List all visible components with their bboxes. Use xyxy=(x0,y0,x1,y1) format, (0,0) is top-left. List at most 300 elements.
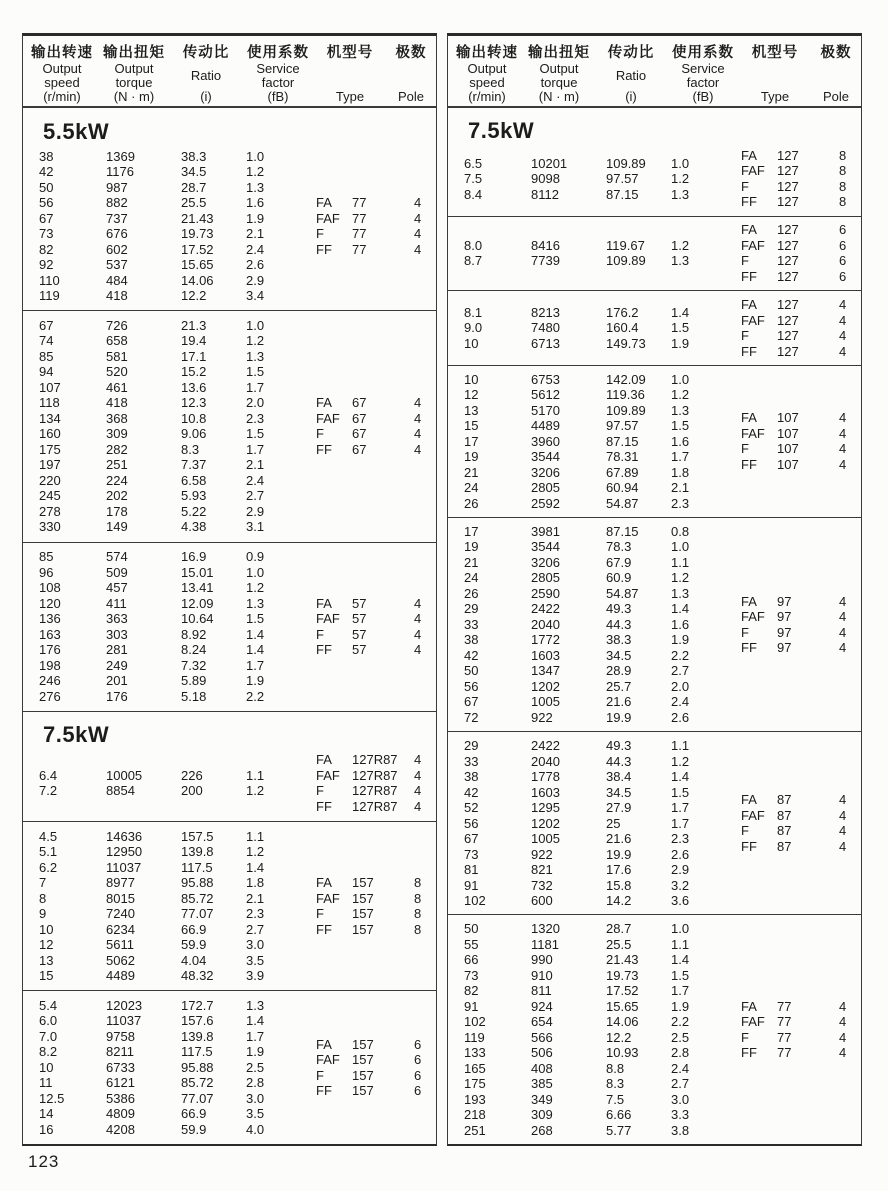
table-row xyxy=(448,983,741,999)
output-torque-cell: 3206 xyxy=(531,554,560,570)
service-factor-cell: 2.9 xyxy=(671,862,690,878)
pole-cell: 4 xyxy=(839,838,847,854)
table-section xyxy=(448,732,861,915)
type-row xyxy=(316,226,438,242)
output-speed-cell: 12.5 xyxy=(39,1090,65,1106)
type-model: 127R87 xyxy=(352,798,398,814)
pole-cell: 4 xyxy=(414,767,422,783)
pole-cell: 8 xyxy=(839,178,847,194)
service-factor-cell: 2.2 xyxy=(246,688,265,704)
type-prefix: FF xyxy=(741,194,757,210)
type-row xyxy=(316,426,438,442)
ratio-cell: 44.3 xyxy=(606,753,632,769)
table-row xyxy=(448,937,741,953)
service-factor-cell: 1.4 xyxy=(246,1013,265,1029)
output-speed-cell: 8.1 xyxy=(464,304,483,320)
type-row xyxy=(741,410,863,426)
table-section xyxy=(448,108,861,217)
service-factor-cell: 1.2 xyxy=(671,753,690,769)
output-speed-cell: 33 xyxy=(464,616,479,632)
pole-cell: 6 xyxy=(839,222,847,238)
type-prefix: FAF xyxy=(741,1014,765,1030)
output-speed-cell: 133 xyxy=(464,1045,486,1061)
output-speed-cell: 163 xyxy=(39,626,61,642)
type-prefix: FAF xyxy=(741,425,765,441)
ratio-cell: 12.2 xyxy=(181,288,207,304)
types-block xyxy=(316,1037,438,1099)
service-factor-cell: 1.5 xyxy=(246,364,265,380)
type-prefix: FF xyxy=(741,268,757,284)
ratio-cell: 10.93 xyxy=(606,1045,639,1061)
ratio-cell: 7.32 xyxy=(181,657,207,673)
output-speed-header xyxy=(26,41,98,104)
type-prefix: FA xyxy=(316,195,332,211)
type-row xyxy=(741,792,863,808)
service-factor-cell: 1.0 xyxy=(671,371,690,387)
output-torque-cell: 7480 xyxy=(531,320,560,336)
service-factor-cell: 3.4 xyxy=(246,288,265,304)
ratio-cell: 7.5 xyxy=(606,1091,625,1107)
output-torque-cell: 176 xyxy=(106,688,128,704)
output-torque-cell: 922 xyxy=(531,846,553,862)
table-row xyxy=(23,549,316,565)
table-sections xyxy=(23,108,436,1144)
table-row xyxy=(448,171,741,187)
output-speed-cell: 73 xyxy=(464,967,479,983)
output-speed-cell: 276 xyxy=(39,688,61,704)
output-speed-cell: 19 xyxy=(464,539,479,555)
table-row xyxy=(23,875,316,891)
service-factor-cell: 1.0 xyxy=(246,148,265,164)
ratio-cell: 15.65 xyxy=(181,257,214,273)
output-speed-cell: 73 xyxy=(464,846,479,862)
output-torque-cell: 368 xyxy=(106,410,128,426)
output-speed-cell: 15 xyxy=(464,418,479,434)
service-factor-cell: 1.5 xyxy=(671,418,690,434)
service-factor-cell: 0.8 xyxy=(671,523,690,539)
ratio-cell: 97.57 xyxy=(606,171,639,187)
pole-cell: 4 xyxy=(414,642,422,658)
ratio-cell: 5.22 xyxy=(181,503,207,519)
type-model: 67 xyxy=(352,410,367,426)
output-torque-cell: 1176 xyxy=(106,164,134,180)
pole-cell: 4 xyxy=(414,226,422,242)
pole-cell: 4 xyxy=(839,593,847,609)
ratio-cell: 54.87 xyxy=(606,495,639,511)
table-row xyxy=(448,648,741,664)
ratio-cell: 8.8 xyxy=(606,1060,625,1076)
type-row xyxy=(741,594,863,610)
service-factor-cell: 2.9 xyxy=(246,272,265,288)
output-speed-cell: 11 xyxy=(39,1075,53,1091)
pole-cell: 8 xyxy=(414,906,422,922)
type-prefix: F xyxy=(741,253,749,269)
pole-cell: 6 xyxy=(839,253,847,269)
section-body xyxy=(448,222,861,284)
service-factor-cell: 1.7 xyxy=(671,815,690,831)
output-speed-cell: 13 xyxy=(464,402,479,418)
ratio-cell: 14.06 xyxy=(606,1014,639,1030)
service-factor-cell: 3.6 xyxy=(671,893,690,909)
header-label-en: factor xyxy=(261,75,295,90)
service-factor-cell: 1.2 xyxy=(671,237,690,253)
output-speed-cell: 246 xyxy=(39,673,61,689)
table-row xyxy=(23,922,316,938)
table-section xyxy=(23,311,436,542)
type-prefix: F xyxy=(741,823,749,839)
output-torque-cell: 411 xyxy=(106,595,127,611)
output-speed-cell: 16 xyxy=(39,1121,54,1137)
type-prefix: FF xyxy=(741,343,757,359)
service-factor-cell: 2.6 xyxy=(671,709,690,725)
ratio-cell: 12.09 xyxy=(181,595,214,611)
output-torque-cell: 4809 xyxy=(106,1106,135,1122)
output-torque-cell: 8977 xyxy=(106,875,135,891)
type-model: 57 xyxy=(352,642,367,658)
ratio-cell: 17.52 xyxy=(606,983,639,999)
table-row xyxy=(448,921,741,937)
table-row xyxy=(23,689,316,705)
type-prefix: FAF xyxy=(741,609,765,625)
pole-cell: 4 xyxy=(839,456,847,472)
output-torque-cell: 303 xyxy=(106,626,128,642)
output-torque-cell: 14636 xyxy=(106,828,143,844)
output-torque-cell: 602 xyxy=(106,241,128,257)
type-row xyxy=(741,222,863,238)
ratio-cell: 60.94 xyxy=(606,480,639,496)
pole-cell: 6 xyxy=(414,1083,422,1099)
output-torque-cell: 6713 xyxy=(531,335,560,351)
table-row xyxy=(23,364,316,380)
pole-cell: 4 xyxy=(839,609,847,625)
type-row xyxy=(741,839,863,855)
type-row xyxy=(316,768,438,784)
type-prefix: FAF xyxy=(741,163,765,179)
ratio-cell: 157.5 xyxy=(181,828,214,844)
type-prefix: FAF xyxy=(316,210,340,226)
table-row xyxy=(23,457,316,473)
service-factor-cell: 1.9 xyxy=(671,998,690,1014)
output-torque-cell: 2805 xyxy=(531,570,560,586)
service-factor-cell: 2.4 xyxy=(671,694,690,710)
type-model: 157 xyxy=(352,921,374,937)
type-row xyxy=(741,194,863,210)
ratio-cell: 176.2 xyxy=(606,304,639,320)
ratio-cell: 13.41 xyxy=(181,580,214,596)
type-model: 77 xyxy=(352,241,367,257)
service-factor-cell: 1.2 xyxy=(246,164,265,180)
output-torque-cell: 418 xyxy=(106,395,128,411)
output-speed-cell: 50 xyxy=(464,663,479,679)
type-prefix: FAF xyxy=(316,1052,340,1068)
header-label-en: Pole xyxy=(822,89,850,104)
output-speed-cell: 67 xyxy=(464,694,479,710)
header-label-en: Type xyxy=(760,89,790,104)
service-factor-cell: 3.5 xyxy=(246,952,265,968)
pole-header xyxy=(386,41,436,104)
table-row xyxy=(448,418,741,434)
service-factor-cell: 2.2 xyxy=(671,647,690,663)
ratio-cell: 19.9 xyxy=(606,846,632,862)
table-row xyxy=(448,738,741,754)
output-torque-cell: 11037 xyxy=(106,859,142,875)
ratio-cell: 14.06 xyxy=(181,272,214,288)
table-sections xyxy=(448,108,861,1144)
output-torque-cell: 7739 xyxy=(531,253,560,269)
type-row xyxy=(741,148,863,164)
service-factor-cell: 1.7 xyxy=(246,379,265,395)
type-prefix: FAF xyxy=(741,312,765,328)
output-torque-cell: 457 xyxy=(106,580,128,596)
table-section xyxy=(23,822,436,991)
table-row xyxy=(23,180,316,196)
output-speed-cell: 42 xyxy=(39,164,54,180)
power-section-title: 7.5kW xyxy=(43,722,110,748)
type-header xyxy=(739,41,811,104)
type-row xyxy=(316,596,438,612)
service-factor-cell: 1.7 xyxy=(246,657,265,673)
service-factor-cell: 1.0 xyxy=(671,921,690,937)
output-speed-cell: 10 xyxy=(464,335,479,351)
type-prefix: FA xyxy=(316,752,332,768)
type-model: 107 xyxy=(777,441,799,457)
table-row xyxy=(23,519,316,535)
ratio-cell: 95.88 xyxy=(181,1059,214,1075)
ratio-cell: 109.89 xyxy=(606,155,646,171)
ratio-cell: 15.65 xyxy=(606,998,639,1014)
type-prefix: FA xyxy=(741,297,757,313)
output-speed-cell: 10 xyxy=(39,1059,54,1075)
table-row xyxy=(448,496,741,512)
ratio-cell: 21.6 xyxy=(606,694,632,710)
output-torque-cell: 3206 xyxy=(531,464,560,480)
type-model: 67 xyxy=(352,395,367,411)
section-body xyxy=(23,149,436,304)
ratio-header xyxy=(170,41,242,104)
ratio-cell: 6.58 xyxy=(181,472,207,488)
table-row xyxy=(448,816,741,832)
ratio-cell: 5.93 xyxy=(181,488,207,504)
header-label-en: (fB) xyxy=(267,89,289,104)
output-torque-cell: 201 xyxy=(106,673,128,689)
service-factor-cell: 1.2 xyxy=(246,580,265,596)
pole-cell: 6 xyxy=(839,237,847,253)
table-row xyxy=(23,1060,316,1076)
output-torque-cell: 461 xyxy=(106,379,128,395)
ratio-cell: 48.32 xyxy=(181,968,214,984)
table-row xyxy=(23,1013,316,1029)
ratio-cell: 15.2 xyxy=(181,364,207,380)
service-factor-cell: 1.3 xyxy=(246,595,265,611)
table-row xyxy=(23,998,316,1014)
output-speed-cell: 56 xyxy=(464,815,479,831)
table-row xyxy=(448,1061,741,1077)
type-row xyxy=(316,906,438,922)
type-model: 87 xyxy=(777,838,792,854)
type-row xyxy=(316,783,438,799)
type-row xyxy=(316,411,438,427)
output-speed-cell: 33 xyxy=(464,753,479,769)
type-model: 77 xyxy=(352,210,367,226)
type-model: 127 xyxy=(777,222,799,238)
ratio-cell: 60.9 xyxy=(606,570,632,586)
types-block xyxy=(741,297,863,359)
pole-cell: 4 xyxy=(839,328,847,344)
output-torque-cell: 1369 xyxy=(106,148,135,164)
output-speed-cell: 56 xyxy=(464,678,479,694)
pole-cell: 4 xyxy=(414,595,422,611)
ratio-cell: 8.3 xyxy=(181,441,200,457)
type-prefix: F xyxy=(741,1029,749,1045)
output-torque-cell: 737 xyxy=(106,210,128,226)
output-torque-cell: 910 xyxy=(531,967,553,983)
output-torque-cell: 202 xyxy=(106,488,128,504)
type-prefix: FA xyxy=(741,147,757,163)
service-factor-cell: 2.7 xyxy=(671,1076,690,1092)
output-speed-cell: 245 xyxy=(39,488,61,504)
type-model: 157 xyxy=(352,1036,374,1052)
type-model: 127 xyxy=(777,268,799,284)
pole-cell: 4 xyxy=(414,241,422,257)
output-torque-cell: 251 xyxy=(106,457,128,473)
output-speed-cell: 74 xyxy=(39,333,54,349)
data-rows xyxy=(448,156,741,203)
table-row xyxy=(23,658,316,674)
service-factor-cell: 1.9 xyxy=(671,335,690,351)
type-model: 127R87 xyxy=(352,783,398,799)
ratio-cell: 19.4 xyxy=(181,333,207,349)
output-speed-cell: 21 xyxy=(464,464,479,480)
service-factor-cell: 3.3 xyxy=(671,1107,690,1123)
output-torque-cell: 309 xyxy=(531,1107,553,1123)
type-model: 127 xyxy=(777,343,799,359)
output-torque-header xyxy=(98,41,170,104)
header-label-cn: 输出转速 xyxy=(456,45,518,61)
output-torque-cell: 1320 xyxy=(531,921,560,937)
output-speed-cell: 102 xyxy=(464,1014,486,1030)
ratio-cell: 157.6 xyxy=(181,1013,214,1029)
table-row xyxy=(448,952,741,968)
ratio-cell: 4.04 xyxy=(181,952,207,968)
pole-cell: 4 xyxy=(414,626,422,642)
ratio-cell: 34.5 xyxy=(181,164,207,180)
table-row xyxy=(23,642,316,658)
output-speed-cell: 42 xyxy=(464,647,479,663)
output-speed-cell: 85 xyxy=(39,348,54,364)
service-factor-cell: 1.2 xyxy=(246,333,265,349)
table-row xyxy=(23,844,316,860)
service-factor-cell: 3.0 xyxy=(671,1091,690,1107)
output-speed-cell: 6.0 xyxy=(39,1013,58,1029)
service-factor-cell: 2.8 xyxy=(246,1075,265,1091)
output-torque-cell: 658 xyxy=(106,333,128,349)
output-torque-cell: 3960 xyxy=(531,433,560,449)
service-factor-cell: 1.7 xyxy=(671,800,690,816)
table-row xyxy=(448,694,741,710)
table-row xyxy=(448,480,741,496)
table-row xyxy=(23,211,316,227)
type-model: 77 xyxy=(777,1029,792,1045)
table-row xyxy=(448,434,741,450)
output-speed-cell: 82 xyxy=(464,983,479,999)
output-speed-cell: 67 xyxy=(39,317,54,333)
service-factor-cell: 1.1 xyxy=(671,936,690,952)
table-row xyxy=(448,1045,741,1061)
table-section xyxy=(23,108,436,311)
ratio-cell: 95.88 xyxy=(181,875,214,891)
table-row xyxy=(23,1029,316,1045)
output-speed-cell: 91 xyxy=(464,877,479,893)
output-torque-cell: 385 xyxy=(531,1076,553,1092)
ratio-cell: 15.8 xyxy=(606,877,632,893)
service-factor-cell: 1.6 xyxy=(671,433,690,449)
ratio-cell: 172.7 xyxy=(181,997,214,1013)
section-body xyxy=(23,998,436,1138)
output-speed-cell: 136 xyxy=(39,611,61,627)
output-speed-cell: 5.1 xyxy=(39,844,58,860)
output-speed-cell: 50 xyxy=(39,179,54,195)
types-block xyxy=(316,596,438,658)
service-factor-cell: 3.0 xyxy=(246,1090,265,1106)
pole-cell: 8 xyxy=(839,163,847,179)
output-speed-cell: 175 xyxy=(464,1076,486,1092)
service-factor-cell: 1.3 xyxy=(246,348,265,364)
type-row xyxy=(316,1037,438,1053)
pole-cell: 6 xyxy=(414,1067,422,1083)
output-torque-cell: 9098 xyxy=(531,171,560,187)
table-row xyxy=(448,968,741,984)
table-row xyxy=(23,149,316,165)
output-speed-cell: 251 xyxy=(464,1122,486,1138)
ratio-cell: 34.5 xyxy=(606,647,632,663)
types-block xyxy=(741,999,863,1061)
type-row xyxy=(316,611,438,627)
ratio-cell: 17.1 xyxy=(181,348,207,364)
type-prefix: FF xyxy=(741,1045,757,1061)
service-factor-cell: 1.0 xyxy=(246,564,265,580)
output-speed-cell: 278 xyxy=(39,503,61,519)
type-header xyxy=(314,41,386,104)
pole-cell: 4 xyxy=(414,798,422,814)
output-speed-cell: 218 xyxy=(464,1107,486,1123)
type-model: 107 xyxy=(777,456,799,472)
table-row xyxy=(23,195,316,211)
output-torque-cell: 4489 xyxy=(106,968,135,984)
table-row xyxy=(448,878,741,894)
service-factor-cell: 1.0 xyxy=(246,317,265,333)
output-torque-cell: 1778 xyxy=(531,769,560,785)
output-torque-cell: 1202 xyxy=(531,678,560,694)
table-row xyxy=(23,1122,316,1138)
types-block xyxy=(316,195,438,257)
section-body xyxy=(448,738,861,909)
table-row xyxy=(448,336,741,352)
type-row xyxy=(316,442,438,458)
type-prefix: F xyxy=(316,783,324,799)
output-torque-cell: 1295 xyxy=(531,800,560,816)
type-model: 87 xyxy=(777,823,792,839)
table-row xyxy=(23,1091,316,1107)
section-body xyxy=(448,921,861,1138)
header-label-cn: 传动比 xyxy=(182,45,230,61)
output-speed-cell: 7.2 xyxy=(39,783,58,799)
type-row xyxy=(741,238,863,254)
table-row xyxy=(23,333,316,349)
pole-cell: 4 xyxy=(839,1045,847,1061)
table-row xyxy=(23,242,316,258)
service-factor-cell: 1.7 xyxy=(671,449,690,465)
service-factor-cell: 1.3 xyxy=(671,186,690,202)
